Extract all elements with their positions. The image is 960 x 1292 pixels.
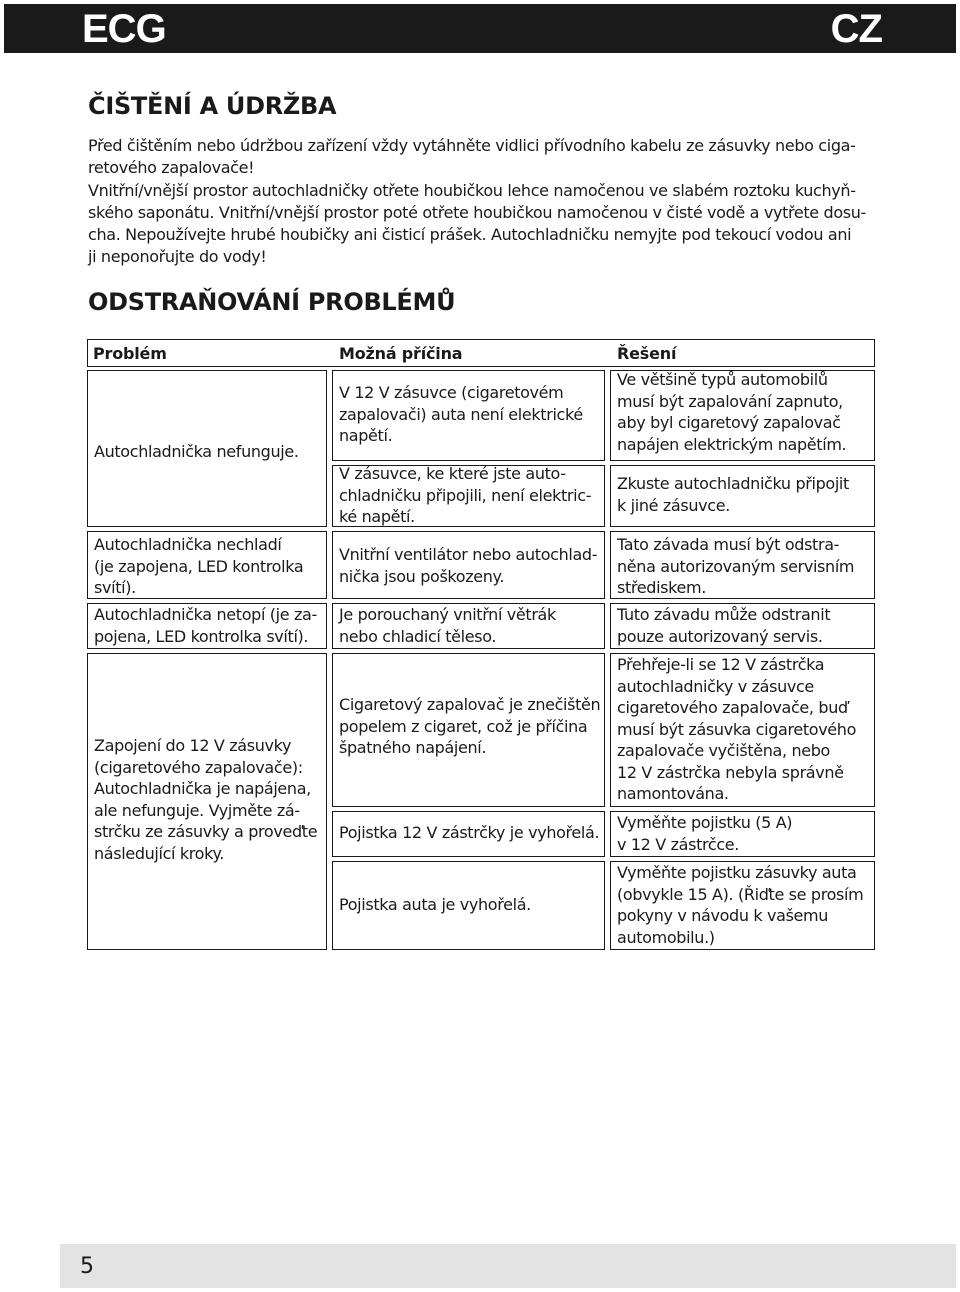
cell-line: popelem z cigaret, což je příčina [339, 716, 588, 736]
text-line: Vnitřní/vnější prostor autochladničky otřete houbičkou lehce namočenou ve slabém roztoku kuchyň- [88, 180, 856, 200]
cell-line: chladničku připojili, není elektric- [339, 485, 592, 505]
cell-line: Přehřeje-li se 12 V zástrčka [617, 655, 825, 674]
text-line: cha. Nepoužívejte hrubé houbičky ani čisticí prášek. Autochladničku nemyjte pod tekoucí vodou ani [88, 225, 852, 245]
cell-line: Vyměňte pojistku (5 A) [617, 813, 793, 832]
cell-line: svítí). [94, 578, 136, 597]
cell-line: automobilu.) [617, 927, 715, 947]
troubleshooting-table [87, 339, 875, 950]
cell-line: musí být zásuvka cigaretového [617, 719, 857, 739]
cell-line: následující kroky. [94, 843, 225, 863]
cell-line: zapalovači) auta není elektrické [339, 404, 583, 424]
cell-line: ale nefunguje. Vyjměte zá- [94, 800, 300, 820]
cell-line: Tato závada musí být odstra- [617, 535, 840, 554]
table-cell-cause [332, 653, 605, 807]
cell-line: V zásuvce, ke které jste auto- [339, 464, 566, 483]
header-bar [4, 4, 956, 53]
table-cell-solution [610, 603, 875, 649]
cell-line: pouze autorizovaný servis. [617, 626, 823, 646]
table-cell-cause [332, 370, 605, 461]
language-code: CZ [830, 7, 882, 51]
cell-line: v 12 V zástrčce. [617, 834, 739, 854]
cell-line: V 12 V zásuvce (cigaretovém [339, 383, 564, 402]
cell-line: (cigaretového zapalovače): [94, 757, 303, 777]
cell-line: (obvykle 15 A). (Řiďte se prosím [617, 884, 864, 904]
cell-line: Vnitřní ventilátor nebo autochlad- [339, 545, 598, 564]
text-line: Před čištěním nebo údržbou zařízení vždy vytáhněte vidlici přívodního kabelu ze zásuvky nebo ciga- [88, 136, 856, 155]
header-cause: Možná příčina [339, 344, 463, 363]
cell-line: Pojistka auta je vyhořelá. [339, 895, 531, 914]
cell-line: ké napětí. [339, 507, 415, 526]
cell-line: cigaretového zapalovače, buď [617, 698, 848, 717]
cell-line: Ve většině typů automobilů [617, 370, 828, 389]
table-cell-solution [610, 653, 875, 807]
table-cell-cause [332, 811, 605, 857]
cell-line: nebo chladicí těleso. [339, 626, 497, 646]
cell-line: špatného napájení. [339, 738, 487, 757]
table-cell-problem [87, 531, 327, 599]
text-line: retového zapalovače! [88, 158, 255, 178]
cell-line: napětí. [339, 426, 393, 445]
footer-bar [60, 1244, 956, 1288]
table-cell-problem [87, 370, 327, 527]
cell-line: Vyměňte pojistku zásuvky auta [617, 863, 857, 882]
brand-logo: ECG [82, 7, 166, 51]
cell-line: Autochladnička nechladí [94, 535, 282, 554]
table-cell-solution [610, 370, 875, 461]
table-cell-cause [332, 603, 605, 649]
table-cell-cause [332, 465, 605, 527]
cell-line: napájen elektrickým napětím. [617, 434, 847, 454]
cell-line: Autochladnička je napájena, [94, 779, 311, 798]
table-header-row [87, 339, 875, 367]
text-line: ji neponořujte do vody! [88, 247, 267, 267]
section-title-cleaning: ČIŠTĚNÍ A ÚDRŽBA [88, 92, 337, 120]
cell-line: zapalovače vyčištěna, nebo [617, 741, 830, 760]
cell-line: 12 V zástrčka nebyla správně [617, 762, 844, 782]
table-cell-solution [610, 861, 875, 950]
cell-line: autochladničky v zásuvce [617, 676, 814, 696]
table-cell-cause [332, 531, 605, 599]
section-title-troubleshooting: ODSTRAŇOVÁNÍ PROBLÉMŮ [88, 288, 456, 316]
table-cell-solution [610, 811, 875, 857]
text-line: ského saponátu. Vnitřní/vnější prostor poté otřete houbičkou namočenou v čisté vodě a vytřete dosu- [88, 202, 866, 222]
cell-line: Autochladnička nefunguje. [94, 442, 299, 461]
cell-line: aby byl cigaretový zapalovač [617, 413, 841, 432]
cell-line: Zapojení do 12 V zásuvky [94, 736, 292, 755]
cell-line: Je porouchaný vnitřní větrák [339, 605, 556, 624]
header-problem: Problém [93, 344, 167, 363]
table-cell-solution [610, 531, 875, 599]
cell-line: k jiné zásuvce. [617, 495, 730, 515]
cell-line: Pojistka 12 V zástrčky je vyhořelá. [339, 823, 600, 842]
cell-line: něna autorizovaným servisním [617, 556, 855, 576]
cell-line: Cigaretový zapalovač je znečištěn [339, 695, 601, 714]
cleaning-paragraph [88, 135, 888, 269]
table-cell-problem [87, 653, 327, 950]
cell-line: strčku ze zásuvky a proveďte [94, 822, 318, 841]
cell-line: Tuto závadu může odstranit [617, 605, 831, 624]
cell-line: musí být zapalování zapnuto, [617, 391, 843, 411]
cell-line: Autochladnička netopí (je za- [94, 605, 317, 624]
header-solution: Řešení [617, 344, 677, 363]
cell-line: pojena, LED kontrolka svítí). [94, 626, 309, 646]
cell-line: namontována. [617, 784, 729, 803]
cell-line: nička jsou poškozeny. [339, 566, 505, 586]
table-cell-cause [332, 861, 605, 950]
cell-line: Zkuste autochladničku připojit [617, 474, 849, 493]
cell-line: (je zapojena, LED kontrolka [94, 556, 304, 576]
page-number: 5 [80, 1254, 94, 1279]
table-cell-problem [87, 603, 327, 649]
cell-line: pokyny v návodu k vašemu [617, 906, 829, 925]
cell-line: střediskem. [617, 578, 706, 597]
table-cell-solution [610, 465, 875, 527]
